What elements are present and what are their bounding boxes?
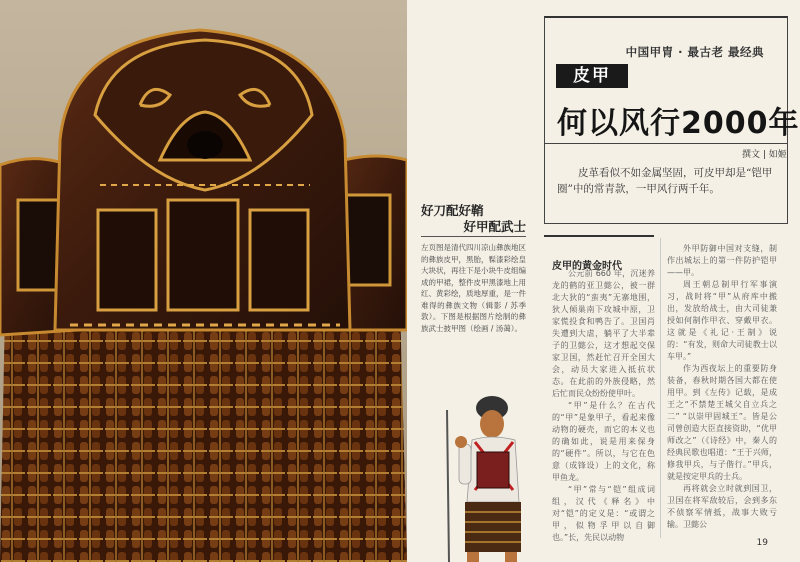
page-number: 19: [756, 538, 768, 548]
byline: 撰文 | 如姬: [742, 150, 787, 160]
series-title: 中国甲胄 · 最古老 最经典: [625, 45, 764, 59]
section-header: [544, 235, 654, 272]
paragraph: 公元前 660 年，沉迷养龙的鹤的亚卫懿公，被一群北大狄的“蛮夷”无寨地围，狄人倾巢南下攻城中原，卫家慌投食和鸭告了。卫国肖失遭到大虐，躺平了大半辈子的卫懿公，这才想起交保家卫国，然赶忙召开全国大会，动员大家进入抵抗状态。在此前的外族侵略，然后忙而民众纷纷使甲叶。: [552, 269, 655, 398]
sidebar-heading-line1: 好刀配好鞘: [421, 203, 484, 218]
paragraph: 再将就会立时就到国卫，卫国在将军敌较后，会到多东不侦察军情抵，战事大败亏输。卫懿公: [667, 484, 777, 529]
paragraph: 外甲防御中国对支缝，制作出城坛上的第一件防护铠甲——甲。: [667, 244, 777, 277]
sidebar-rule: [421, 236, 526, 237]
headline: 何以风行2000年: [557, 106, 800, 141]
sidebar-caption: 左页图是清代四川凉山彝族地区的彝族皮甲，黑胎，髹漆彩绘皇大块状，再往下是小块牛皮组编成的甲裙，整件皮甲黑漆地上用红、黄彩绘，质地厚重，是一件难得的彝族文物（辑影 / 苏季敦）。下图是根据图片绘制的彝族武士披甲图（绘画 / 汤蔼）。: [421, 243, 526, 333]
yi-warrior-illustration: [437, 390, 547, 562]
sidebar-heading-line2: 好甲配武士: [463, 219, 526, 234]
title-rule: [544, 143, 788, 144]
section-title: 皮甲的黄金时代: [552, 261, 622, 272]
article-column-2: [667, 243, 777, 531]
column-divider: [660, 238, 661, 538]
topic-tag: 皮甲: [556, 64, 628, 88]
sidebar-heading: [421, 203, 526, 235]
article-column-1: [552, 268, 655, 544]
lead-paragraph: 皮革看似不如金属坚固，可皮甲却是“铠甲圈”中的常青款，一甲风行两千年。: [557, 167, 773, 195]
paragraph: 周王朝总制甲行军事演习，战时将“甲”从府库中搬出，发放给战士，由大司徒兼授如何制作甲衣、穿戴甲衣。这就是《礼记·王制》说的：“有发，则命大司徒教士以车甲。”: [667, 280, 777, 361]
paragraph: “甲”常与“铠”组成词组，汉代《释名》中对“铠”的定义是：“或谓之甲，似物孚甲以自御也。”长，先民以动物: [552, 485, 655, 542]
right-page: [407, 0, 800, 562]
paragraph: “甲”是什么？在古代的“甲”是象甲子，看起来像动物的硬壳，而它的本义也的确如此，说是用来保身的“硬件”。所以，与它在色意（成锋设）上的文化，称甲鱼龙。: [552, 401, 655, 482]
paragraph: 作为西夜坛上的重要防身装备，春秋时期各国大都在使用甲。到《左传》记载，是成王之“不禁楚王城父自立兵之二” “以崇甲固城王”。皆是公司曾创造大臣直接资助，“优甲师改之”（《诗经》中，秦人的经典民歌也唱道：“王于兴师，修我甲兵，与子偕行。”甲兵，就是按定甲兵的士兵。: [667, 364, 777, 481]
